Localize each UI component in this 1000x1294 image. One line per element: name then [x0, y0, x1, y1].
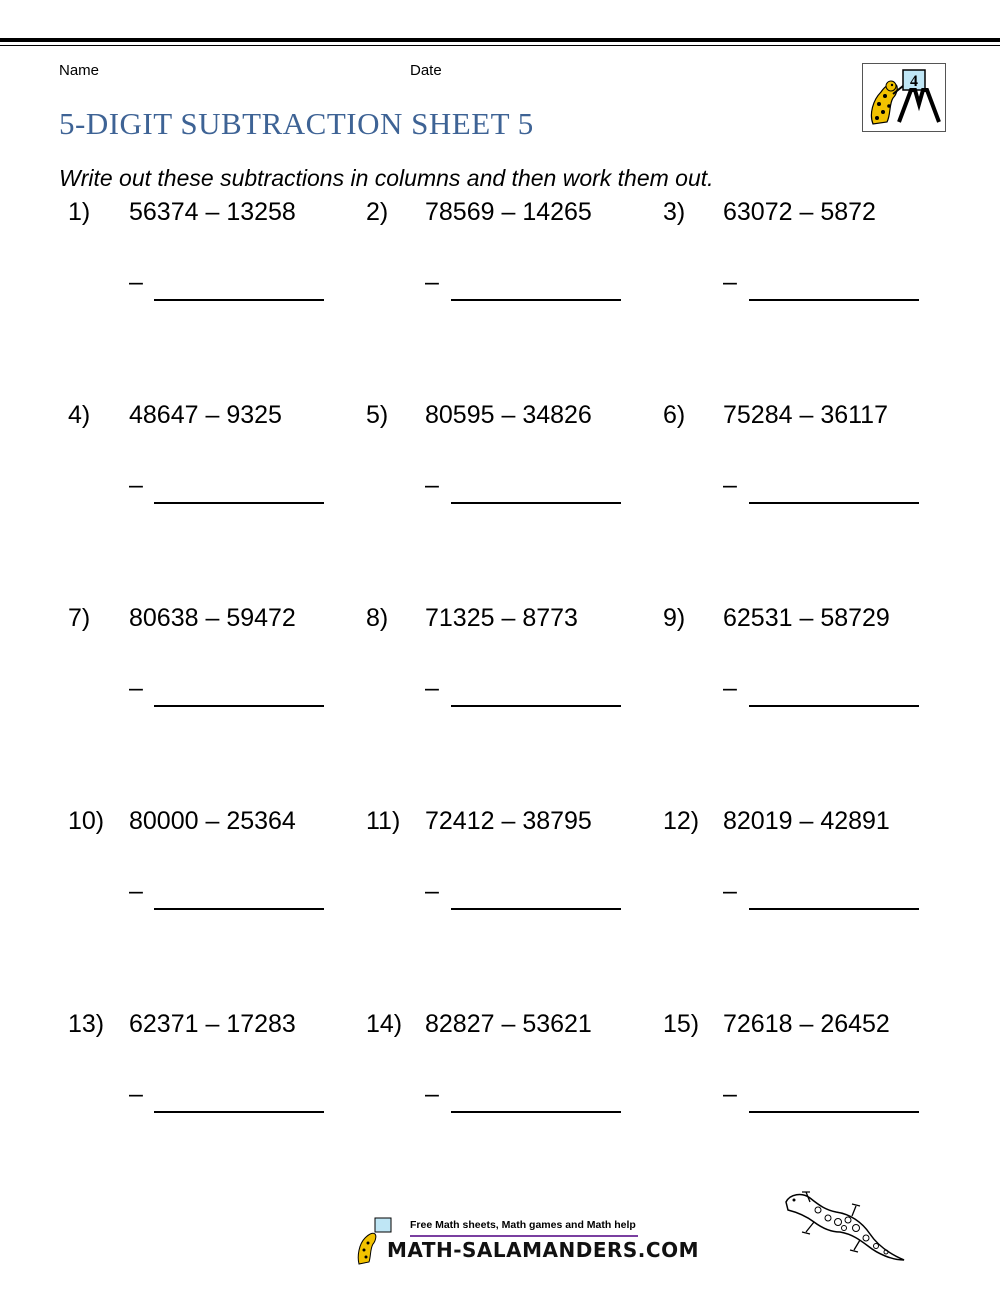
problem-item: [68, 807, 358, 947]
problem-number: 5): [366, 401, 389, 429]
problem-expression: 78569 – 14265: [425, 198, 592, 226]
problem-item: [366, 604, 656, 744]
minus-sign: –: [425, 268, 439, 296]
answer-line: [749, 705, 919, 707]
problem-item: [663, 198, 953, 338]
top-rule-thin: [0, 45, 1000, 46]
footer-site-link[interactable]: MATH-SALAMANDERS.COM: [387, 1238, 699, 1262]
problem-item: [68, 198, 358, 338]
minus-sign: –: [129, 471, 143, 499]
date-label: Date: [410, 62, 442, 79]
minus-sign: –: [425, 674, 439, 702]
problem-number: 7): [68, 604, 91, 632]
minus-sign: –: [723, 674, 737, 702]
answer-line: [451, 705, 621, 707]
problem-number: 12): [663, 807, 700, 835]
problem-expression: 80000 – 25364: [129, 807, 296, 835]
top-rule: [0, 38, 1000, 42]
problem-item: [366, 198, 656, 338]
problem-expression: 72412 – 38795: [425, 807, 592, 835]
instructions: Write out these subtractions in columns and then work them out.: [59, 165, 714, 191]
problem-number: 15): [663, 1010, 700, 1038]
minus-sign: –: [723, 877, 737, 905]
problem-expression: 82827 – 53621: [425, 1010, 592, 1038]
answer-line: [154, 502, 324, 504]
answer-line: [154, 1111, 324, 1113]
problem-item: [366, 1010, 656, 1150]
problem-expression: 71325 – 8773: [425, 604, 578, 632]
problem-expression: 80638 – 59472: [129, 604, 296, 632]
problem-expression: 80595 – 34826: [425, 401, 592, 429]
problem-item: [68, 1010, 358, 1150]
problem-number: 2): [366, 198, 389, 226]
problem-number: 9): [663, 604, 686, 632]
page-title: 5-DIGIT SUBTRACTION SHEET 5: [59, 106, 534, 141]
minus-sign: –: [129, 877, 143, 905]
problem-item: [663, 401, 953, 541]
problem-number: 1): [68, 198, 91, 226]
problem-number: 14): [366, 1010, 403, 1038]
problem-number: 10): [68, 807, 105, 835]
minus-sign: –: [723, 268, 737, 296]
minus-sign: –: [129, 268, 143, 296]
problem-item: [663, 604, 953, 744]
answer-line: [451, 908, 621, 910]
problem-expression: 62531 – 58729: [723, 604, 890, 632]
salamander-drawing-icon: [780, 1188, 910, 1273]
answer-line: [154, 705, 324, 707]
problem-item: [366, 807, 656, 947]
problem-number: 13): [68, 1010, 105, 1038]
problem-expression: 75284 – 36117: [723, 401, 888, 429]
minus-sign: –: [723, 1080, 737, 1108]
problem-expression: 63072 – 5872: [723, 198, 876, 226]
answer-line: [154, 908, 324, 910]
minus-sign: –: [425, 471, 439, 499]
minus-sign: –: [129, 1080, 143, 1108]
answer-line: [451, 299, 621, 301]
problem-item: [68, 401, 358, 541]
problem-number: 4): [68, 401, 91, 429]
footer-logo: [355, 1216, 699, 1268]
problem-expression: 82019 – 42891: [723, 807, 890, 835]
problem-number: 11): [366, 807, 401, 835]
answer-line: [154, 299, 324, 301]
problem-expression: 72618 – 26452: [723, 1010, 890, 1038]
problem-expression: 62371 – 17283: [129, 1010, 296, 1038]
answer-line: [451, 502, 621, 504]
answer-line: [749, 908, 919, 910]
footer-divider: [410, 1235, 638, 1237]
name-label: Name: [59, 62, 100, 79]
salamander-logo-icon: [863, 64, 945, 131]
problem-expression: 48647 – 9325: [129, 401, 282, 429]
problem-item: [663, 807, 953, 947]
grade-badge-text: 4: [910, 73, 918, 90]
problem-expression: 56374 – 13258: [129, 198, 296, 226]
grade-logo: [862, 63, 946, 132]
answer-line: [749, 299, 919, 301]
answer-line: [749, 502, 919, 504]
problem-item: [663, 1010, 953, 1150]
answer-line: [749, 1111, 919, 1113]
answer-line: [451, 1111, 621, 1113]
problem-item: [366, 401, 656, 541]
minus-sign: –: [723, 471, 737, 499]
problem-number: 3): [663, 198, 686, 226]
minus-sign: –: [129, 674, 143, 702]
footer-tagline: Free Math sheets, Math games and Math help: [410, 1219, 636, 1231]
minus-sign: –: [425, 1080, 439, 1108]
problem-number: 6): [663, 401, 686, 429]
minus-sign: –: [425, 877, 439, 905]
problem-number: 8): [366, 604, 389, 632]
problem-item: [68, 604, 358, 744]
